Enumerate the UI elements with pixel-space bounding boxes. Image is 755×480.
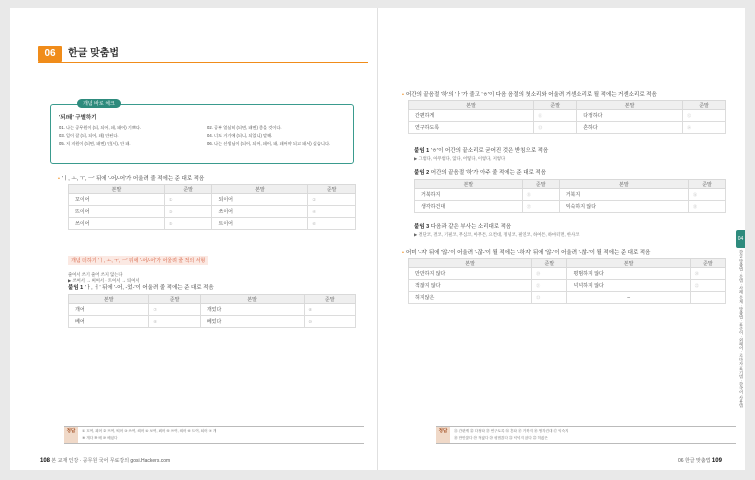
table-row xyxy=(69,194,356,206)
answer-line: ⑱ 만만찮다 ⑲ 적잖다 ⑳ 평범찮다 ㉑ 넉넉지 않다 ㉒ 허잖은 xyxy=(454,436,548,440)
cell: 꼬이어 xyxy=(69,194,165,206)
header-cell: 본말 xyxy=(69,295,149,304)
caution-line: ▶ 쓰여서 → 써여서 · 트여서 → 틔여서 xyxy=(68,278,140,283)
subsection-label: 붙임 1 xyxy=(68,285,84,291)
cell: 넉넉하지 않다 xyxy=(567,280,690,292)
header-cell: 본말 xyxy=(415,180,523,189)
cell: 거북지 xyxy=(559,189,688,201)
cell: 다정하다 xyxy=(577,110,683,122)
note-2 xyxy=(414,168,546,176)
footer-text: 06 한글 맞춤법 xyxy=(678,458,711,464)
right-page xyxy=(378,8,745,470)
subsection-text: 'ㅏ, ㅓ' 뒤에 '-어, -었-'이 어울려 줄 적에는 준 대로 적음 xyxy=(84,285,214,291)
cell: 트이어 xyxy=(212,218,308,230)
header-cell: 준말 xyxy=(534,101,577,110)
answer-tag: 정답 xyxy=(436,427,450,443)
cell: 쓰이어 xyxy=(212,206,308,218)
header-cell: 준말 xyxy=(683,101,726,110)
answer-cell[interactable]: ② xyxy=(308,194,356,206)
concept-item: 02. 공부 열심히 (되면, 돼면) 좋을 것이다. xyxy=(207,125,282,130)
concept-item: 04. 너도 거기에 (되니, 되었니) 말해. xyxy=(207,133,273,138)
answer-line: ① 꼬여, 꾀어 ② 뜨여, 띄어 ③ 쓰여, 씌어 ④ 보여, 뵈어 ⑤ 쓰여, 씌어 ⑥ 트여, 틔어 ⑦ 개 xyxy=(82,429,217,433)
cell: 평범하지 않다 xyxy=(567,268,690,280)
answer-box xyxy=(64,426,364,444)
cell: 베었다 xyxy=(200,316,304,328)
note-text: 다음과 같은 부사는 소리대로 적음 xyxy=(430,224,512,230)
note-label: 붙임 1 xyxy=(414,148,430,154)
table-row xyxy=(415,201,726,213)
concept-items xyxy=(59,125,345,146)
note-example: ▶ 그렇다, 아무렇다, 않다, 어떻다, 이렇다, 저렇다 xyxy=(414,156,506,161)
concept-subtitle: '되/돼' 구별하기 xyxy=(59,115,97,121)
answer-cell[interactable]: ⑧ xyxy=(304,304,355,316)
section-title-text: 'ㅣ, ㅗ, ㅜ, ㅡ' 뒤에 '-어/-어'가 어울려 줄 적에는 준 대로 적음 xyxy=(61,176,205,182)
concept-box xyxy=(50,101,354,164)
answer-cell[interactable]: ① xyxy=(164,194,212,206)
concept-tag: 개념 바로 체크 xyxy=(77,99,121,108)
answer-line: ⑧ 개다 ⑨ 베 ⑩ 베었다 xyxy=(82,436,118,440)
caution-box xyxy=(68,249,355,281)
answer-cell xyxy=(690,292,725,304)
header-cell: 준말 xyxy=(690,259,725,268)
answer-cell[interactable]: ⑲ xyxy=(532,268,567,280)
cell: 만만하지 않다 xyxy=(409,268,532,280)
table-header-row xyxy=(415,180,726,189)
caution-line: 줄여서 쓰기 줄어 쓰지 않는다 xyxy=(68,272,123,277)
table-하-아주줄임 xyxy=(414,179,726,213)
table-row xyxy=(415,189,726,201)
section-title: • 'ㅣ, ㅗ, ㅜ, ㅡ' 뒤에 '-어/-어'가 어울려 줄 적에는 준 대로 적음 xyxy=(58,176,205,182)
header-cell: 준말 xyxy=(304,295,355,304)
answer-cell[interactable]: ⑨ xyxy=(149,316,200,328)
answer-cell[interactable]: ⑰ xyxy=(522,201,559,213)
answer-cell[interactable]: ⑳ xyxy=(690,268,725,280)
page-number: 108 xyxy=(40,458,51,464)
chapter-title: 한글 맞춤법 xyxy=(68,48,120,59)
answer-cell[interactable]: ⑭ xyxy=(683,122,726,134)
book-spread xyxy=(10,8,745,470)
concept-item: 03. 일이 잘 (되, 되어, 돼) 안된다. xyxy=(59,133,119,138)
table-row xyxy=(409,268,726,280)
note-1 xyxy=(414,146,724,162)
header-cell: 준말 xyxy=(149,295,200,304)
cell: 흔하다 xyxy=(577,122,683,134)
cell: – xyxy=(567,292,690,304)
note-example: ▶ 결단코, 결코, 기필코, 무심코, 아무튼, 요컨대, 정녕코, 필연코, 하여튼, 하마터면, 한사코 xyxy=(414,232,580,237)
chapter-header xyxy=(38,46,363,62)
concept-item: 01. 나는 공무원이 (되, 되어, 돼, 돼어) 기쁘다. xyxy=(59,125,142,130)
note-3 xyxy=(414,222,724,238)
answer-tag: 정답 xyxy=(64,427,78,443)
note-text: 어간의 끝음절 '하'가 아주 줄 적에는 준 대로 적음 xyxy=(430,170,547,176)
caution-heading: 개념 더하기 'ㅣ, ㅗ, ㅜ, ㅡ' 뒤에 '-어/-어'가 어울려 줄 적의 서형 xyxy=(68,256,208,265)
subsection-title xyxy=(68,283,214,291)
header-cell: 본말 xyxy=(212,185,308,194)
answer-cell[interactable]: ④ xyxy=(308,206,356,218)
cell: 허지않은 xyxy=(409,292,532,304)
chapter-rule xyxy=(38,62,368,63)
answer-cell[interactable]: ⑮ xyxy=(522,189,559,201)
cell: 개어 xyxy=(69,304,149,316)
answer-cell[interactable]: ⑪ xyxy=(534,110,577,122)
table-row xyxy=(409,122,726,134)
answer-items xyxy=(82,428,216,442)
table-row xyxy=(69,304,356,316)
answer-cell[interactable]: ⑫ xyxy=(683,110,726,122)
cell: 되이어 xyxy=(212,194,308,206)
answer-line: ⑪ 간편케 ⑫ 다정타 ⑬ 연구토록 ⑭ 흔타 ⑮ 거북지 ⑯ 생각건대 ⑰ 익숙지 xyxy=(454,429,569,433)
answer-cell[interactable]: ㉓ xyxy=(532,292,567,304)
page-number: 109 xyxy=(711,458,722,464)
chapter-number: 06 xyxy=(38,46,62,62)
answer-box xyxy=(436,426,736,444)
cell: 거북하지 xyxy=(415,189,523,201)
cell: 적잖지 않다 xyxy=(409,280,532,292)
header-cell: 준말 xyxy=(532,259,567,268)
table-row xyxy=(69,316,356,328)
left-page xyxy=(10,8,377,470)
answer-cell[interactable]: ⑱ xyxy=(689,201,726,213)
cell: 간편하게 xyxy=(409,110,534,122)
section-title: • 어미 '-지' 뒤에 '않-'이 어울려 '-잖-'이 될 적에는 '-하지' 뒤에 '않-'이 어울려 '-찮-'이 될 적에는 준 대로 적음 xyxy=(402,250,651,256)
answer-cell[interactable]: ㉑ xyxy=(532,280,567,292)
note-label: 붙임 2 xyxy=(414,170,430,176)
cell: 생각하건대 xyxy=(415,201,523,213)
table-row xyxy=(409,110,726,122)
answer-cell[interactable]: ⑩ xyxy=(304,316,355,328)
header-cell: 본말 xyxy=(409,101,534,110)
header-cell: 준말 xyxy=(308,185,356,194)
header-cell: 본말 xyxy=(559,180,688,189)
cell: 베어 xyxy=(69,316,149,328)
answer-cell[interactable]: ㉒ xyxy=(690,280,725,292)
side-chapter-tab[interactable]: 04 xyxy=(736,230,745,248)
cell: 뜨이어 xyxy=(69,206,165,218)
header-cell: 본말 xyxy=(577,101,683,110)
cell: 연구하도록 xyxy=(409,122,534,134)
table-row xyxy=(409,280,726,292)
concept-item: 05. 저 지원이 (되면, 돼면) 인(시), 안 돼. xyxy=(59,141,131,146)
answer-cell[interactable]: ⑦ xyxy=(149,304,200,316)
table-header-row xyxy=(69,185,356,194)
header-cell: 준말 xyxy=(164,185,212,194)
table-row xyxy=(69,218,356,230)
table-ㅏㅓ xyxy=(68,294,356,328)
side-index-text: 한글 맞춤법 · 문법 · 사례 문제 · 맞춤법 · 표준어 · 외래어 · 로마자 표기법 · 한국어 사용법 xyxy=(739,250,744,408)
right-footer xyxy=(678,457,722,464)
concept-item: 06. 나는 선생님이 (되어, 되어, 돼어, 돼, 돼어야 되고 돼서) 싶습니다. xyxy=(207,141,331,146)
table-잖-찮 xyxy=(408,258,726,304)
table-header-row xyxy=(69,295,356,304)
cell: 익숙하지 않다 xyxy=(559,201,688,213)
answer-cell[interactable]: ⑯ xyxy=(689,189,726,201)
answer-cell[interactable]: ⑥ xyxy=(308,218,356,230)
section-title-text: 어미 '-지' 뒤에 '않-'이 어울려 '-잖-'이 될 적에는 '-하지' 뒤에 '않-'이 어울려 '-찮-'이 될 적에는 준 대로 적음 xyxy=(405,250,651,256)
table-row xyxy=(69,206,356,218)
header-cell: 본말 xyxy=(567,259,690,268)
table-header-row xyxy=(409,259,726,268)
table-하-줄임 xyxy=(408,100,726,134)
answer-items xyxy=(454,428,569,442)
note-label: 붙임 3 xyxy=(414,224,430,230)
table-header-row xyxy=(409,101,726,110)
header-cell: 준말 xyxy=(522,180,559,189)
table-ㅣㅗㅜㅡ xyxy=(68,184,356,230)
note-text: 'ㅎ'이 어간의 끝소리로 굳어진 것은 받침으로 적음 xyxy=(430,148,549,154)
cell: 개었다 xyxy=(200,304,304,316)
header-cell: 본말 xyxy=(69,185,165,194)
section-title-text: 어간의 끝음절 '하'의 'ㅏ'가 줄고 'ㅎ'이 다음 음절의 첫소리와 어울려 거센소리로 될 적에는 거센소리로 적음 xyxy=(405,92,657,98)
left-footer xyxy=(40,457,170,464)
answer-cell[interactable]: ③ xyxy=(164,206,212,218)
header-cell: 본말 xyxy=(200,295,304,304)
answer-cell[interactable]: ⑬ xyxy=(534,122,577,134)
table-row xyxy=(409,292,726,304)
cell: 쓰이어 xyxy=(69,218,165,230)
header-cell: 준말 xyxy=(689,180,726,189)
header-cell: 본말 xyxy=(409,259,532,268)
section-title: • 어간의 끝음절 '하'의 'ㅏ'가 줄고 'ㅎ'이 다음 음절의 첫소리와 어울려 거센소리로 될 적에는 거센소리로 적음 xyxy=(402,92,657,98)
footer-text: 본 교재 인강 · 공무원 국어 무료강의 gosi.Hackers.com xyxy=(51,458,171,464)
answer-cell[interactable]: ⑤ xyxy=(164,218,212,230)
